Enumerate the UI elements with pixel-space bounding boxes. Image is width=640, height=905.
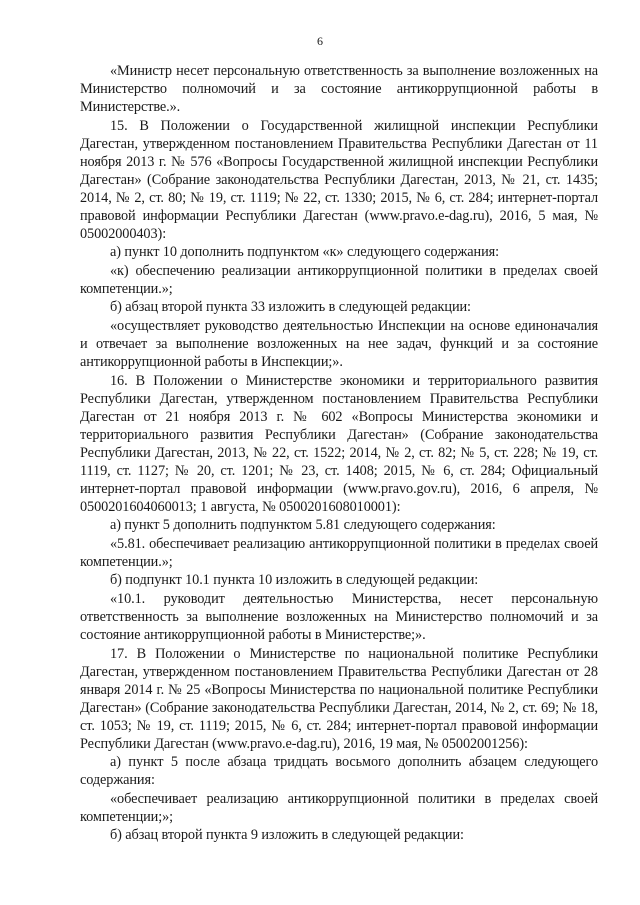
paragraph-item-16: 16. В Положении о Министерстве экономики и территориального развития Республики Дагестан, утвержденном постановлением Правительства Республики Дагестан от 21 ноября 2013 г. № 602 «Вопросы Министерства экономики и территориального развития Республики Дагестан» (Собрание законодательства Республики Дагестан, 2013, № 22, ст. 1522; 2014, № 2, ст. 82; № 5, ст. 228; № 19, ст. 1119, ст. 1127; № 20, ст. 1201; № 23, ст. 1408; 2015, № 6, ст. 284; Официальный интернет-портал правовой информации (www.pravo.gov.ru), 2016, 6 апреля, № 0500201604060013; 1 августа, № 0500201608010001): xyxy=(80,372,598,515)
document-body xyxy=(80,62,598,845)
paragraph-minister-responsibility: «Министр несет персональную ответственность за выполнение возложенных на Министерство полномочий и за состояние антикоррупционной работы в Министерстве.». xyxy=(80,63,598,115)
paragraph-item-17: 17. В Положении о Министерстве по национальной политике Республики Дагестан, утвержденном постановлением Правительства Республики Дагестан от 28 января 2014 г. № 25 «Вопросы Министерства по национальной политике Республики Дагестан» (Собрание законодательства Республики Дагестан, 2014, № 2, ст. 69; № 18, ст. 1053; № 19, ст. 1119; 2015, № 6, ст. 284; интернет-портал правовой информации Республики Дагестан (www.pravo.e-dag.ru), 2016, 19 мая, № 05002001256): xyxy=(80,645,598,752)
paragraph-15a-text: «к) обеспечению реализации антикоррупционной политики в пределах своей компетенции.»; xyxy=(80,262,598,297)
paragraph-16a: а) пункт 5 дополнить подпунктом 5.81 следующего содержания: xyxy=(110,517,496,534)
paragraph-17a: а) пункт 5 после абзаца тридцать восьмого дополнить абзацем следующего содержания: xyxy=(80,754,598,789)
paragraph-item-15: 15. В Положении о Государственной жилищной инспекции Республики Дагестан, утвержденном постановлением Правительства Республики Дагестан от 11 ноября 2013 г. № 576 «Вопросы Государственной жилищной инспекции Республики Дагестан» (Собрание законодательства Республики Дагестан, 2013, № 21, ст. 1435; 2014, № 2, ст. 80; № 19, ст. 1119; № 22, ст. 1330; 2015, № 6, ст. 284; интернет-портал правовой информации Республики Дагестан (www.pravo.e-dag.ru), 2016, 5 мая, № 05002000403): xyxy=(80,117,598,242)
page-number: 6 xyxy=(317,34,323,48)
paragraph-16a-text: «5.81. обеспечивает реализацию антикоррупционной политики в пределах своей компетенции.»; xyxy=(80,535,598,570)
paragraph-15a: а) пункт 10 дополнить подпунктом «к» следующего содержания: xyxy=(110,244,499,261)
paragraph-15b: б) абзац второй пункта 33 изложить в следующей редакции: xyxy=(110,299,471,316)
paragraph-17b: б) абзац второй пункта 9 изложить в следующей редакции: xyxy=(110,827,464,844)
paragraph-15b-text: «осуществляет руководство деятельностью Инспекции на основе единоначалия и отвечает за выполнение возложенных на нее задач, функций и за состояние антикоррупционной работы в Инспекции;». xyxy=(80,317,598,370)
paragraph-16b-text: «10.1. руководит деятельностью Министерства, несет персональную ответственность за выполнение возложенных на Министерство полномочий и за состояние антикоррупционной работы в Министерстве;». xyxy=(80,590,598,643)
paragraph-16b: б) подпункт 10.1 пункта 10 изложить в следующей редакции: xyxy=(110,572,479,589)
paragraph-17a-text: «обеспечивает реализацию антикоррупционной политики в пределах своей компетенции;»; xyxy=(80,790,598,825)
